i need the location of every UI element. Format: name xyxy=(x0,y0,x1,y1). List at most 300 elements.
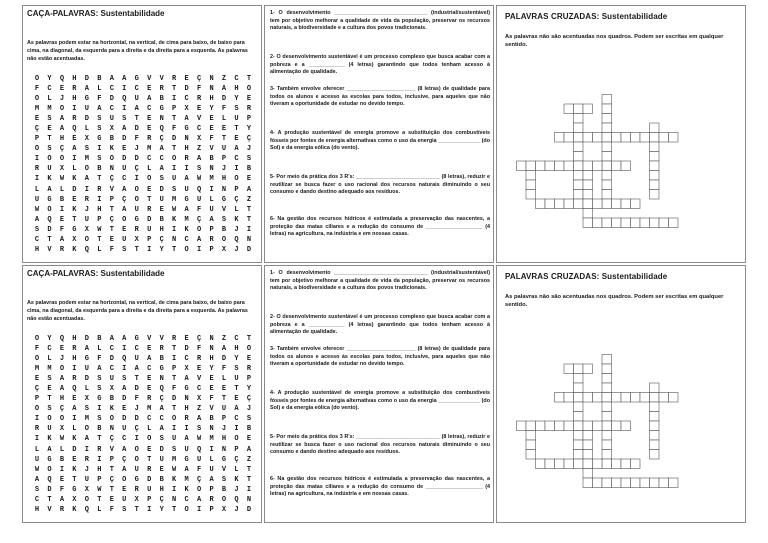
crossword-cell[interactable] xyxy=(602,450,612,460)
crossword-cell[interactable] xyxy=(650,393,660,403)
grid-letter[interactable]: U xyxy=(159,195,164,204)
grid-letter[interactable]: S xyxy=(159,435,164,444)
grid-letter[interactable]: P xyxy=(234,445,239,454)
grid-letter[interactable]: U xyxy=(184,445,189,454)
grid-letter[interactable]: Y xyxy=(159,505,164,514)
crossword-cell[interactable] xyxy=(602,393,612,403)
grid-letter[interactable]: F xyxy=(97,95,102,104)
grid-letter[interactable]: T xyxy=(97,235,102,244)
grid-letter[interactable]: F xyxy=(59,225,65,234)
crossword-cell[interactable] xyxy=(612,161,622,171)
crossword-cell[interactable] xyxy=(650,412,660,422)
grid-letter[interactable]: E xyxy=(246,95,252,104)
crossword-cell[interactable] xyxy=(583,393,593,403)
grid-letter[interactable]: A xyxy=(59,375,65,384)
crossword-cell[interactable] xyxy=(583,469,593,479)
grid-letter[interactable]: E xyxy=(47,125,52,134)
grid-letter[interactable]: U xyxy=(221,145,227,154)
grid-letter[interactable]: O xyxy=(196,485,202,494)
grid-letter[interactable]: K xyxy=(109,145,114,154)
crossword-cell[interactable] xyxy=(602,383,612,393)
grid-letter[interactable]: I xyxy=(184,425,189,434)
grid-letter[interactable]: I xyxy=(134,175,139,184)
grid-letter[interactable]: I xyxy=(122,85,127,94)
grid-letter[interactable]: A xyxy=(47,445,52,454)
grid-letter[interactable]: B xyxy=(159,475,164,484)
grid-letter[interactable]: T xyxy=(109,485,114,494)
crossword-cell[interactable] xyxy=(650,180,660,190)
grid-letter[interactable]: U xyxy=(196,455,202,464)
crossword-cell[interactable] xyxy=(583,459,593,469)
crossword-cell[interactable] xyxy=(593,459,603,469)
crossword-cell[interactable] xyxy=(631,133,641,143)
grid-letter[interactable]: A xyxy=(47,185,52,194)
grid-letter[interactable]: S xyxy=(122,245,127,254)
grid-letter[interactable]: E xyxy=(221,385,227,394)
grid-letter[interactable]: S xyxy=(47,375,52,384)
grid-letter[interactable]: O xyxy=(47,465,52,474)
grid-letter[interactable]: F xyxy=(209,395,214,404)
grid-letter[interactable]: D xyxy=(172,135,177,144)
crossword-cell[interactable] xyxy=(574,161,584,171)
grid-letter[interactable]: K xyxy=(72,245,77,254)
grid-letter[interactable]: I xyxy=(172,425,177,434)
grid-letter[interactable]: H xyxy=(184,145,189,154)
grid-letter[interactable]: G xyxy=(159,365,164,374)
grid-letter[interactable]: V xyxy=(209,145,214,154)
grid-letter[interactable]: A xyxy=(109,335,114,343)
grid-letter[interactable]: N xyxy=(172,235,177,244)
grid-letter[interactable]: O xyxy=(134,455,139,464)
grid-letter[interactable]: N xyxy=(209,425,214,434)
grid-letter[interactable]: E xyxy=(59,475,65,484)
grid-letter[interactable]: F xyxy=(172,385,177,394)
grid-letter[interactable]: T xyxy=(109,205,114,214)
grid-letter[interactable]: F xyxy=(134,395,139,404)
grid-letter[interactable]: H xyxy=(59,135,65,144)
grid-letter[interactable]: S xyxy=(47,405,52,414)
grid-letter[interactable]: B xyxy=(221,485,227,494)
crossword-cell[interactable] xyxy=(555,393,565,403)
grid-letter[interactable]: X xyxy=(84,225,89,234)
grid-letter[interactable]: D xyxy=(47,225,52,234)
grid-letter[interactable]: T xyxy=(246,335,252,343)
grid-letter[interactable]: R xyxy=(84,455,89,464)
grid-letter[interactable]: A xyxy=(72,405,77,414)
grid-letter[interactable]: Ç xyxy=(196,475,202,484)
grid-letter[interactable]: A xyxy=(122,335,127,343)
grid-letter[interactable]: O xyxy=(221,495,227,504)
grid-letter[interactable]: R xyxy=(147,205,152,214)
grid-letter[interactable]: C xyxy=(234,335,239,343)
grid-letter[interactable]: O xyxy=(34,95,40,104)
grid-letter[interactable]: T xyxy=(221,135,227,144)
grid-letter[interactable]: F xyxy=(196,205,202,214)
crossword-cell[interactable] xyxy=(602,402,612,412)
grid-letter[interactable]: T xyxy=(97,175,102,184)
grid-letter[interactable]: X xyxy=(72,495,77,504)
grid-letter[interactable]: O xyxy=(34,75,40,83)
crossword-cell[interactable] xyxy=(545,161,555,171)
crossword-cell[interactable] xyxy=(669,393,679,403)
crossword-cell[interactable] xyxy=(574,133,584,143)
grid-letter[interactable]: E xyxy=(72,195,77,204)
grid-letter[interactable]: H xyxy=(34,245,40,254)
crossword-cell[interactable] xyxy=(526,180,536,190)
crossword-cell[interactable] xyxy=(602,364,612,374)
grid-letter[interactable]: E xyxy=(72,395,77,404)
grid-letter[interactable]: E xyxy=(122,405,127,414)
grid-letter[interactable]: N xyxy=(209,75,214,83)
grid-letter[interactable]: F xyxy=(59,485,65,494)
grid-letter[interactable]: O xyxy=(34,145,40,154)
grid-letter[interactable]: L xyxy=(72,165,77,174)
grid-letter[interactable]: M xyxy=(34,365,40,374)
grid-letter[interactable]: U xyxy=(234,375,239,384)
crossword-cell[interactable] xyxy=(650,440,660,450)
grid-letter[interactable]: R xyxy=(184,155,189,164)
crossword-cell[interactable] xyxy=(621,199,631,209)
crossword-cell[interactable] xyxy=(650,133,660,143)
grid-letter[interactable]: E xyxy=(184,335,189,343)
grid-letter[interactable]: S xyxy=(221,475,227,484)
grid-letter[interactable]: L xyxy=(59,445,65,454)
grid-letter[interactable]: E xyxy=(234,135,239,144)
grid-letter[interactable]: E xyxy=(147,85,152,94)
grid-letter[interactable]: A xyxy=(59,385,65,394)
grid-letter[interactable]: P xyxy=(34,395,40,404)
crossword-cell[interactable] xyxy=(583,199,593,209)
grid-letter[interactable]: T xyxy=(172,345,177,354)
grid-letter[interactable]: N xyxy=(184,395,189,404)
grid-letter[interactable]: Z xyxy=(246,195,252,204)
grid-letter[interactable]: A xyxy=(84,175,89,184)
grid-letter[interactable]: A xyxy=(196,415,202,424)
crossword-cell[interactable] xyxy=(574,190,584,200)
grid-letter[interactable]: B xyxy=(59,455,65,464)
grid-letter[interactable]: O xyxy=(34,355,40,364)
crossword-cell[interactable] xyxy=(621,133,631,143)
crossword-cell[interactable] xyxy=(593,421,603,431)
grid-letter[interactable]: U xyxy=(209,465,214,474)
grid-letter[interactable]: C xyxy=(109,85,114,94)
crossword-cell[interactable] xyxy=(574,450,584,460)
grid-letter[interactable]: G xyxy=(84,95,89,104)
grid-letter[interactable]: A xyxy=(59,495,65,504)
grid-letter[interactable]: R xyxy=(72,85,77,94)
grid-letter[interactable]: H xyxy=(221,435,227,444)
grid-letter[interactable]: S xyxy=(234,105,239,114)
crossword-cell[interactable] xyxy=(669,218,679,228)
grid-letter[interactable]: L xyxy=(221,115,227,124)
crossword-cell[interactable] xyxy=(612,478,622,488)
grid-letter[interactable]: V xyxy=(221,465,227,474)
crossword-cell[interactable] xyxy=(602,114,612,124)
grid-letter[interactable]: L xyxy=(72,425,77,434)
grid-letter[interactable]: Q xyxy=(234,495,239,504)
crossword-cell[interactable] xyxy=(593,393,603,403)
grid-letter[interactable]: T xyxy=(134,505,139,514)
grid-letter[interactable]: I xyxy=(246,225,252,234)
grid-letter[interactable]: P xyxy=(97,215,102,224)
crossword-cell[interactable] xyxy=(583,431,593,441)
grid-letter[interactable]: Ç xyxy=(246,395,252,404)
grid-letter[interactable]: R xyxy=(196,355,202,364)
grid-letter[interactable]: R xyxy=(147,465,152,474)
grid-letter[interactable]: U xyxy=(34,195,40,204)
crossword-cell[interactable] xyxy=(602,171,612,181)
grid-letter[interactable]: W xyxy=(172,465,177,474)
grid-letter[interactable]: U xyxy=(234,115,239,124)
grid-letter[interactable]: U xyxy=(122,425,127,434)
grid-letter[interactable]: U xyxy=(134,465,139,474)
grid-letter[interactable]: A xyxy=(159,165,164,174)
grid-letter[interactable]: S xyxy=(34,485,40,494)
crossword-cell[interactable] xyxy=(555,161,565,171)
grid-letter[interactable]: R xyxy=(72,115,77,124)
crossword-cell[interactable] xyxy=(602,123,612,133)
grid-letter[interactable]: A xyxy=(234,145,239,154)
crossword-cell[interactable] xyxy=(612,218,622,228)
crossword-cell[interactable] xyxy=(650,383,660,393)
grid-letter[interactable]: U xyxy=(84,105,89,114)
grid-letter[interactable]: A xyxy=(59,115,65,124)
grid-letter[interactable]: Ç xyxy=(159,395,164,404)
grid-letter[interactable]: N xyxy=(209,335,214,343)
grid-letter[interactable]: P xyxy=(172,105,177,114)
grid-letter[interactable]: C xyxy=(196,385,202,394)
grid-letter[interactable]: L xyxy=(97,245,102,254)
grid-letter[interactable]: E xyxy=(147,115,152,124)
grid-letter[interactable]: S xyxy=(47,145,52,154)
grid-letter[interactable]: V xyxy=(47,505,52,514)
grid-letter[interactable]: G xyxy=(221,455,227,464)
grid-letter[interactable]: G xyxy=(184,125,189,134)
grid-letter[interactable]: U xyxy=(34,455,40,464)
grid-letter[interactable]: K xyxy=(47,435,52,444)
grid-letter[interactable]: Q xyxy=(47,215,52,224)
grid-letter[interactable]: M xyxy=(209,175,214,184)
grid-letter[interactable]: I xyxy=(122,345,127,354)
grid-letter[interactable]: J xyxy=(246,145,252,154)
grid-letter[interactable]: O xyxy=(172,415,177,424)
grid-letter[interactable]: P xyxy=(221,415,227,424)
grid-letter[interactable]: L xyxy=(234,465,239,474)
grid-letter[interactable]: E xyxy=(147,185,152,194)
grid-letter[interactable]: R xyxy=(97,445,102,454)
grid-letter[interactable]: H xyxy=(72,75,77,83)
grid-letter[interactable]: U xyxy=(209,205,214,214)
grid-letter[interactable]: T xyxy=(172,405,177,414)
grid-letter[interactable]: G xyxy=(134,215,139,224)
grid-letter[interactable]: A xyxy=(122,445,127,454)
grid-letter[interactable]: T xyxy=(97,435,102,444)
grid-letter[interactable]: Ç xyxy=(234,195,239,204)
grid-letter[interactable]: A xyxy=(196,495,202,504)
crossword-cell[interactable] xyxy=(564,393,574,403)
crossword-cell[interactable] xyxy=(602,431,612,441)
grid-letter[interactable]: E xyxy=(246,355,252,364)
grid-letter[interactable]: Q xyxy=(59,335,65,343)
grid-letter[interactable]: D xyxy=(84,375,89,384)
grid-letter[interactable]: E xyxy=(34,115,40,124)
grid-letter[interactable]: C xyxy=(109,105,114,114)
grid-letter[interactable]: M xyxy=(172,455,177,464)
grid-letter[interactable]: S xyxy=(122,375,127,384)
grid-letter[interactable]: U xyxy=(47,165,52,174)
grid-letter[interactable]: A xyxy=(221,85,227,94)
grid-letter[interactable]: G xyxy=(134,475,139,484)
grid-letter[interactable]: O xyxy=(34,335,40,343)
grid-letter[interactable]: B xyxy=(159,215,164,224)
grid-letter[interactable]: P xyxy=(109,455,114,464)
grid-letter[interactable]: G xyxy=(47,455,52,464)
grid-letter[interactable]: S xyxy=(221,215,227,224)
grid-letter[interactable]: C xyxy=(109,365,114,374)
crossword-cell[interactable] xyxy=(564,421,574,431)
grid-letter[interactable]: R xyxy=(134,225,139,234)
grid-letter[interactable]: L xyxy=(34,185,40,194)
crossword-cell[interactable] xyxy=(574,431,584,441)
grid-letter[interactable]: E xyxy=(209,375,214,384)
grid-letter[interactable]: X xyxy=(184,105,189,114)
crossword-cell[interactable] xyxy=(583,190,593,200)
grid-letter[interactable]: O xyxy=(47,155,52,164)
grid-letter[interactable]: C xyxy=(159,415,164,424)
grid-letter[interactable]: A xyxy=(184,435,189,444)
grid-letter[interactable]: H xyxy=(209,355,214,364)
grid-letter[interactable]: A xyxy=(234,405,239,414)
grid-letter[interactable]: H xyxy=(72,335,77,343)
crossword-cell[interactable] xyxy=(574,364,584,374)
grid-letter[interactable]: Q xyxy=(72,385,77,394)
grid-letter[interactable]: G xyxy=(72,485,77,494)
grid-letter[interactable]: J xyxy=(234,245,239,254)
grid-letter[interactable]: S xyxy=(84,405,89,414)
grid-letter[interactable]: A xyxy=(97,105,102,114)
grid-letter[interactable]: F xyxy=(172,125,177,134)
crossword-cell[interactable] xyxy=(526,440,536,450)
crossword-cell[interactable] xyxy=(583,171,593,181)
grid-letter[interactable]: C xyxy=(122,175,127,184)
crossword-grid[interactable] xyxy=(503,66,743,261)
grid-letter[interactable]: R xyxy=(134,485,139,494)
grid-letter[interactable]: T xyxy=(246,465,252,474)
grid-letter[interactable]: Q xyxy=(196,185,202,194)
grid-letter[interactable]: R xyxy=(246,105,252,114)
grid-letter[interactable]: I xyxy=(172,485,177,494)
grid-letter[interactable]: Ç xyxy=(59,405,65,414)
grid-letter[interactable]: R xyxy=(84,195,89,204)
grid-letter[interactable]: S xyxy=(234,365,239,374)
grid-letter[interactable]: A xyxy=(209,475,214,484)
grid-letter[interactable]: W xyxy=(196,435,202,444)
crossword-cell[interactable] xyxy=(650,123,660,133)
grid-letter[interactable]: V xyxy=(196,115,202,124)
crossword-cell[interactable] xyxy=(574,123,584,133)
grid-letter[interactable]: Y xyxy=(47,75,52,83)
grid-letter[interactable]: S xyxy=(97,375,102,384)
grid-letter[interactable]: H xyxy=(34,505,40,514)
crossword-cell[interactable] xyxy=(564,133,574,143)
grid-letter[interactable]: A xyxy=(122,125,127,134)
grid-letter[interactable]: R xyxy=(209,495,214,504)
grid-letter[interactable]: I xyxy=(34,435,40,444)
grid-letter[interactable]: Q xyxy=(122,355,127,364)
crossword-cell[interactable] xyxy=(640,133,650,143)
grid-letter[interactable]: F xyxy=(196,85,202,94)
grid-letter[interactable]: H xyxy=(97,465,102,474)
grid-letter[interactable]: P xyxy=(234,185,239,194)
grid-letter[interactable]: U xyxy=(84,215,89,224)
grid-letter[interactable]: Y xyxy=(209,105,214,114)
grid-letter[interactable]: G xyxy=(97,395,102,404)
crossword-cell[interactable] xyxy=(583,364,593,374)
grid-letter[interactable]: E xyxy=(246,175,252,184)
grid-letter[interactable]: D xyxy=(221,355,227,364)
grid-letter[interactable]: U xyxy=(134,355,139,364)
crossword-cell[interactable] xyxy=(574,412,584,422)
grid-letter[interactable]: O xyxy=(147,435,152,444)
grid-letter[interactable]: I xyxy=(147,245,152,254)
grid-letter[interactable]: I xyxy=(209,185,214,194)
grid-letter[interactable]: I xyxy=(84,445,89,454)
grid-letter[interactable]: X xyxy=(109,385,114,394)
grid-letter[interactable]: T xyxy=(109,225,114,234)
grid-letter[interactable]: M xyxy=(84,415,89,424)
grid-letter[interactable]: O xyxy=(84,425,89,434)
crossword-cell[interactable] xyxy=(545,421,555,431)
crossword-cell[interactable] xyxy=(574,114,584,124)
grid-letter[interactable]: S xyxy=(84,145,89,154)
grid-letter[interactable]: L xyxy=(147,165,152,174)
grid-letter[interactable]: T xyxy=(172,375,177,384)
grid-letter[interactable]: G xyxy=(84,355,89,364)
grid-letter[interactable]: Q xyxy=(159,125,164,134)
grid-letter[interactable]: H xyxy=(159,485,164,494)
crossword-cell[interactable] xyxy=(602,104,612,114)
grid-letter[interactable]: L xyxy=(47,355,52,364)
grid-letter[interactable]: A xyxy=(147,95,152,104)
grid-letter[interactable]: C xyxy=(184,355,189,364)
crossword-cell[interactable] xyxy=(593,199,603,209)
grid-letter[interactable]: D xyxy=(134,385,139,394)
grid-letter[interactable]: C xyxy=(122,435,127,444)
grid-letter[interactable]: A xyxy=(134,105,139,114)
grid-letter[interactable]: D xyxy=(246,505,252,514)
crossword-cell[interactable] xyxy=(583,161,593,171)
grid-letter[interactable]: J xyxy=(59,355,65,364)
grid-letter[interactable]: A xyxy=(184,175,189,184)
grid-letter[interactable]: E xyxy=(59,85,65,94)
grid-letter[interactable]: Q xyxy=(84,505,89,514)
crossword-cell[interactable] xyxy=(526,431,536,441)
grid-letter[interactable]: G xyxy=(47,195,52,204)
grid-letter[interactable]: A xyxy=(59,235,65,244)
grid-letter[interactable]: D xyxy=(246,245,252,254)
crossword-cell[interactable] xyxy=(574,421,584,431)
grid-letter[interactable]: P xyxy=(97,475,102,484)
grid-letter[interactable]: B xyxy=(109,395,114,404)
grid-letter[interactable]: G xyxy=(184,385,189,394)
grid-letter[interactable]: P xyxy=(209,225,214,234)
crossword-cell[interactable] xyxy=(574,171,584,181)
grid-letter[interactable]: D xyxy=(147,475,152,484)
crossword-cell[interactable] xyxy=(574,104,584,114)
crossword-cell[interactable] xyxy=(631,393,641,403)
grid-letter[interactable]: C xyxy=(147,365,152,374)
crossword-cell[interactable] xyxy=(602,95,612,105)
